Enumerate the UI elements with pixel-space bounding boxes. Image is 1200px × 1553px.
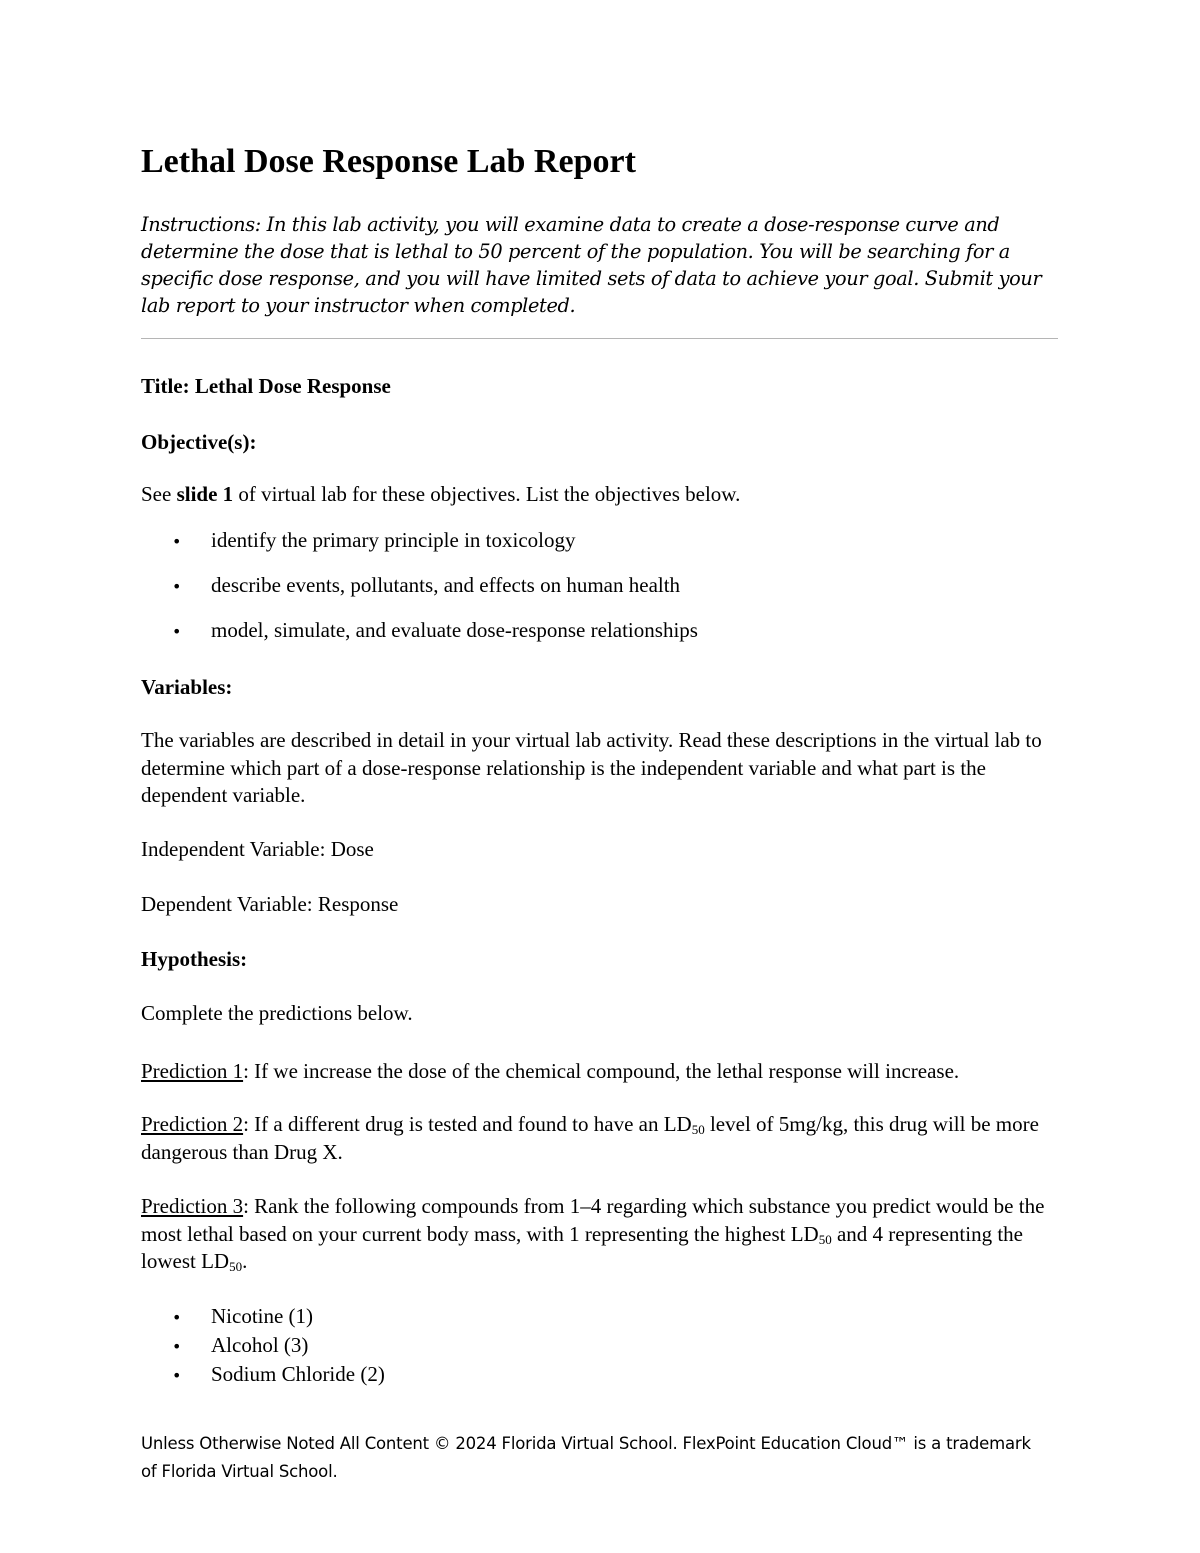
objective-item-text: model, simulate, and evaluate dose-response relationships — [211, 618, 698, 642]
objective-item — [172, 527, 576, 555]
bullet-icon: • — [172, 577, 182, 596]
variables-heading: Variables: — [141, 675, 233, 699]
compound-item-text: Nicotine (1) — [211, 1304, 314, 1328]
hypothesis-heading: Hypothesis: — [141, 947, 248, 971]
ld50-subscript: 50 — [818, 1231, 832, 1247]
bullet-icon: • — [172, 532, 182, 551]
variables-description: The variables are described in detail in your virtual lab activity. Read these descriptions in the virtual lab to determine which part of a dose-response relationship is the independent variable and what part is the dependent variable. — [141, 728, 1042, 807]
objectives-heading: Objective(s): — [141, 430, 257, 454]
prediction-3-label: Prediction 3 — [141, 1194, 244, 1218]
prediction-2-text: : If a different drug is tested and found to have an LD — [243, 1112, 692, 1136]
report-title: Title: Lethal Dose Response — [141, 374, 391, 398]
prediction-3-text-end: . — [242, 1249, 248, 1273]
compound-item — [172, 1303, 313, 1331]
ld50-subscript: 50 — [691, 1122, 705, 1137]
ld50-subscript: 50 — [229, 1259, 243, 1274]
objective-item — [172, 572, 680, 600]
compound-item-text: Alcohol (3) — [211, 1333, 309, 1357]
bullet-icon: • — [172, 622, 182, 641]
prediction-1 — [141, 1058, 959, 1085]
independent-variable: Independent Variable: Dose — [141, 837, 374, 861]
compound-item — [172, 1332, 308, 1360]
prediction-1-text: : If we increase the dose of the chemical compound, the lethal response will increase. — [243, 1059, 960, 1083]
prediction-2-text-end: level of 5mg/kg, this drug will be more dangerous than Drug X. — [141, 1112, 1039, 1164]
bullet-icon: • — [172, 1337, 182, 1356]
prediction-2 — [141, 1111, 1061, 1166]
prediction-3-text: : Rank the following compounds from 1–4 regarding which substance you predict would be the most lethal based on your current body mass, with 1 representing the highest LD — [141, 1194, 1045, 1246]
objectives-intro-start: See — [141, 482, 177, 506]
instructions-text: Instructions: In this lab activity, you will examine data to create a dose-response curve and determine the dose that is lethal to 50 percent of the population. You will be searching for a specific dose response, and you will have limited sets of data to achieve your goal. Submit your lab report to your instructor when completed. — [141, 213, 1042, 317]
slide-reference: slide 1 — [176, 482, 234, 506]
prediction-1-label: Prediction 1 — [141, 1059, 244, 1083]
copyright-footer: Unless Otherwise Noted All Content © 2024 Florida Virtual School. FlexPoint Education Cloud™ is a trademark of Florida Virtual School. — [141, 1434, 1031, 1481]
bullet-icon: • — [172, 1308, 182, 1327]
hypothesis-intro: Complete the predictions below. — [141, 1001, 413, 1025]
compound-item-text: Sodium Chloride (2) — [211, 1362, 385, 1386]
objectives-intro-end: of virtual lab for these objectives. List the objectives below. — [233, 482, 741, 506]
objective-item — [172, 617, 698, 645]
objective-item-text: describe events, pollutants, and effects on human health — [211, 573, 681, 597]
bullet-icon: • — [172, 1366, 182, 1385]
objective-item-text: identify the primary principle in toxicology — [211, 528, 576, 552]
dependent-variable: Dependent Variable: Response — [141, 892, 399, 916]
document-title: Lethal Dose Response Lab Report — [141, 143, 636, 180]
compound-item — [172, 1361, 385, 1389]
prediction-2-label: Prediction 2 — [141, 1112, 244, 1136]
horizontal-divider — [141, 338, 1058, 339]
prediction-3-text-mid: and 4 representing the lowest LD — [141, 1221, 1023, 1273]
prediction-3 — [141, 1193, 1061, 1276]
objectives-intro — [141, 481, 740, 508]
